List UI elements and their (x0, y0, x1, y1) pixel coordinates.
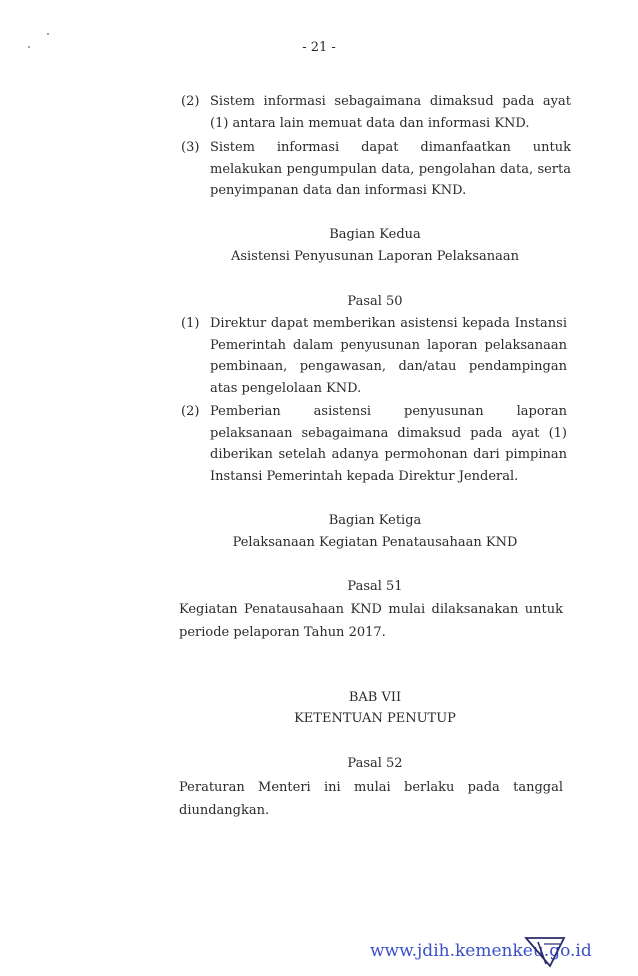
pasal-50-ayat-2 (181, 401, 567, 487)
pasal-52-heading: Pasal 52 (347, 756, 403, 771)
ayat-3-sistem-informasi (181, 137, 571, 202)
pasal-51-line-2: periode pelaporan Tahun 2017. (179, 625, 386, 640)
bab-vii-heading: BAB VII (348, 690, 402, 705)
bagian-kedua-heading: Bagian Kedua (329, 227, 421, 242)
bab-vii-title: KETENTUAN PENUTUP (294, 711, 456, 726)
ayat-number: (3) (181, 140, 200, 155)
bagian-ketiga-title: Pelaksanaan Kegiatan Penatausahaan KND (232, 535, 518, 550)
pasal-52-text (179, 776, 563, 822)
pasal-51-text (179, 598, 563, 644)
ayat-text: Sistem informasi dapat dimanfaatkan untuk melakukan pengumpulan data, pengolahan data, serta penyimpanan data dan informasi KND. (210, 140, 571, 198)
ayat-text: Sistem informasi sebagaimana dimaksud pada ayat (1) antara lain memuat data dan informasi KND. (210, 94, 571, 131)
ayat-number: (1) (181, 316, 200, 331)
initial-signature-icon (520, 932, 570, 972)
pasal-50-ayat-1 (181, 313, 567, 399)
bagian-kedua-title: Asistensi Penyusunan Laporan Pelaksanaan (230, 249, 520, 264)
pasal-50-heading: Pasal 50 (347, 294, 403, 309)
pasal-51-heading: Pasal 51 (347, 579, 403, 594)
ayat-number: (2) (181, 404, 200, 419)
scan-speck (47, 33, 49, 35)
ayat-number: (2) (181, 94, 200, 109)
pasal-52-line-1: Peraturan Menteri ini mulai berlaku pada tanggal (179, 780, 563, 795)
page-number: - 21 - (302, 40, 336, 55)
pasal-52-line-2: diundangkan. (179, 803, 270, 818)
bagian-ketiga-heading: Bagian Ketiga (328, 513, 422, 528)
jdih-website-link[interactable]: www.jdih.kemenkeu.go.id (370, 941, 592, 961)
ayat-text: Pemberian asistensi penyusunan laporan pelaksanaan sebagaimana dimaksud pada ayat (1) diberikan setelah adanya permohonan dari pimpinan Instansi Pemerintah kepada Direktur Jenderal. (210, 404, 567, 484)
pasal-51-line-1: Kegiatan Penatausahaan KND mulai dilaksanakan untuk (179, 602, 563, 617)
ayat-2-sistem-informasi (181, 91, 571, 134)
ayat-text: Direktur dapat memberikan asistensi kepada Instansi Pemerintah dalam penyusunan laporan pelaksanaan pembinaan, pengawasan, dan/atau pendampingan atas pengelolaan KND. (210, 316, 567, 396)
